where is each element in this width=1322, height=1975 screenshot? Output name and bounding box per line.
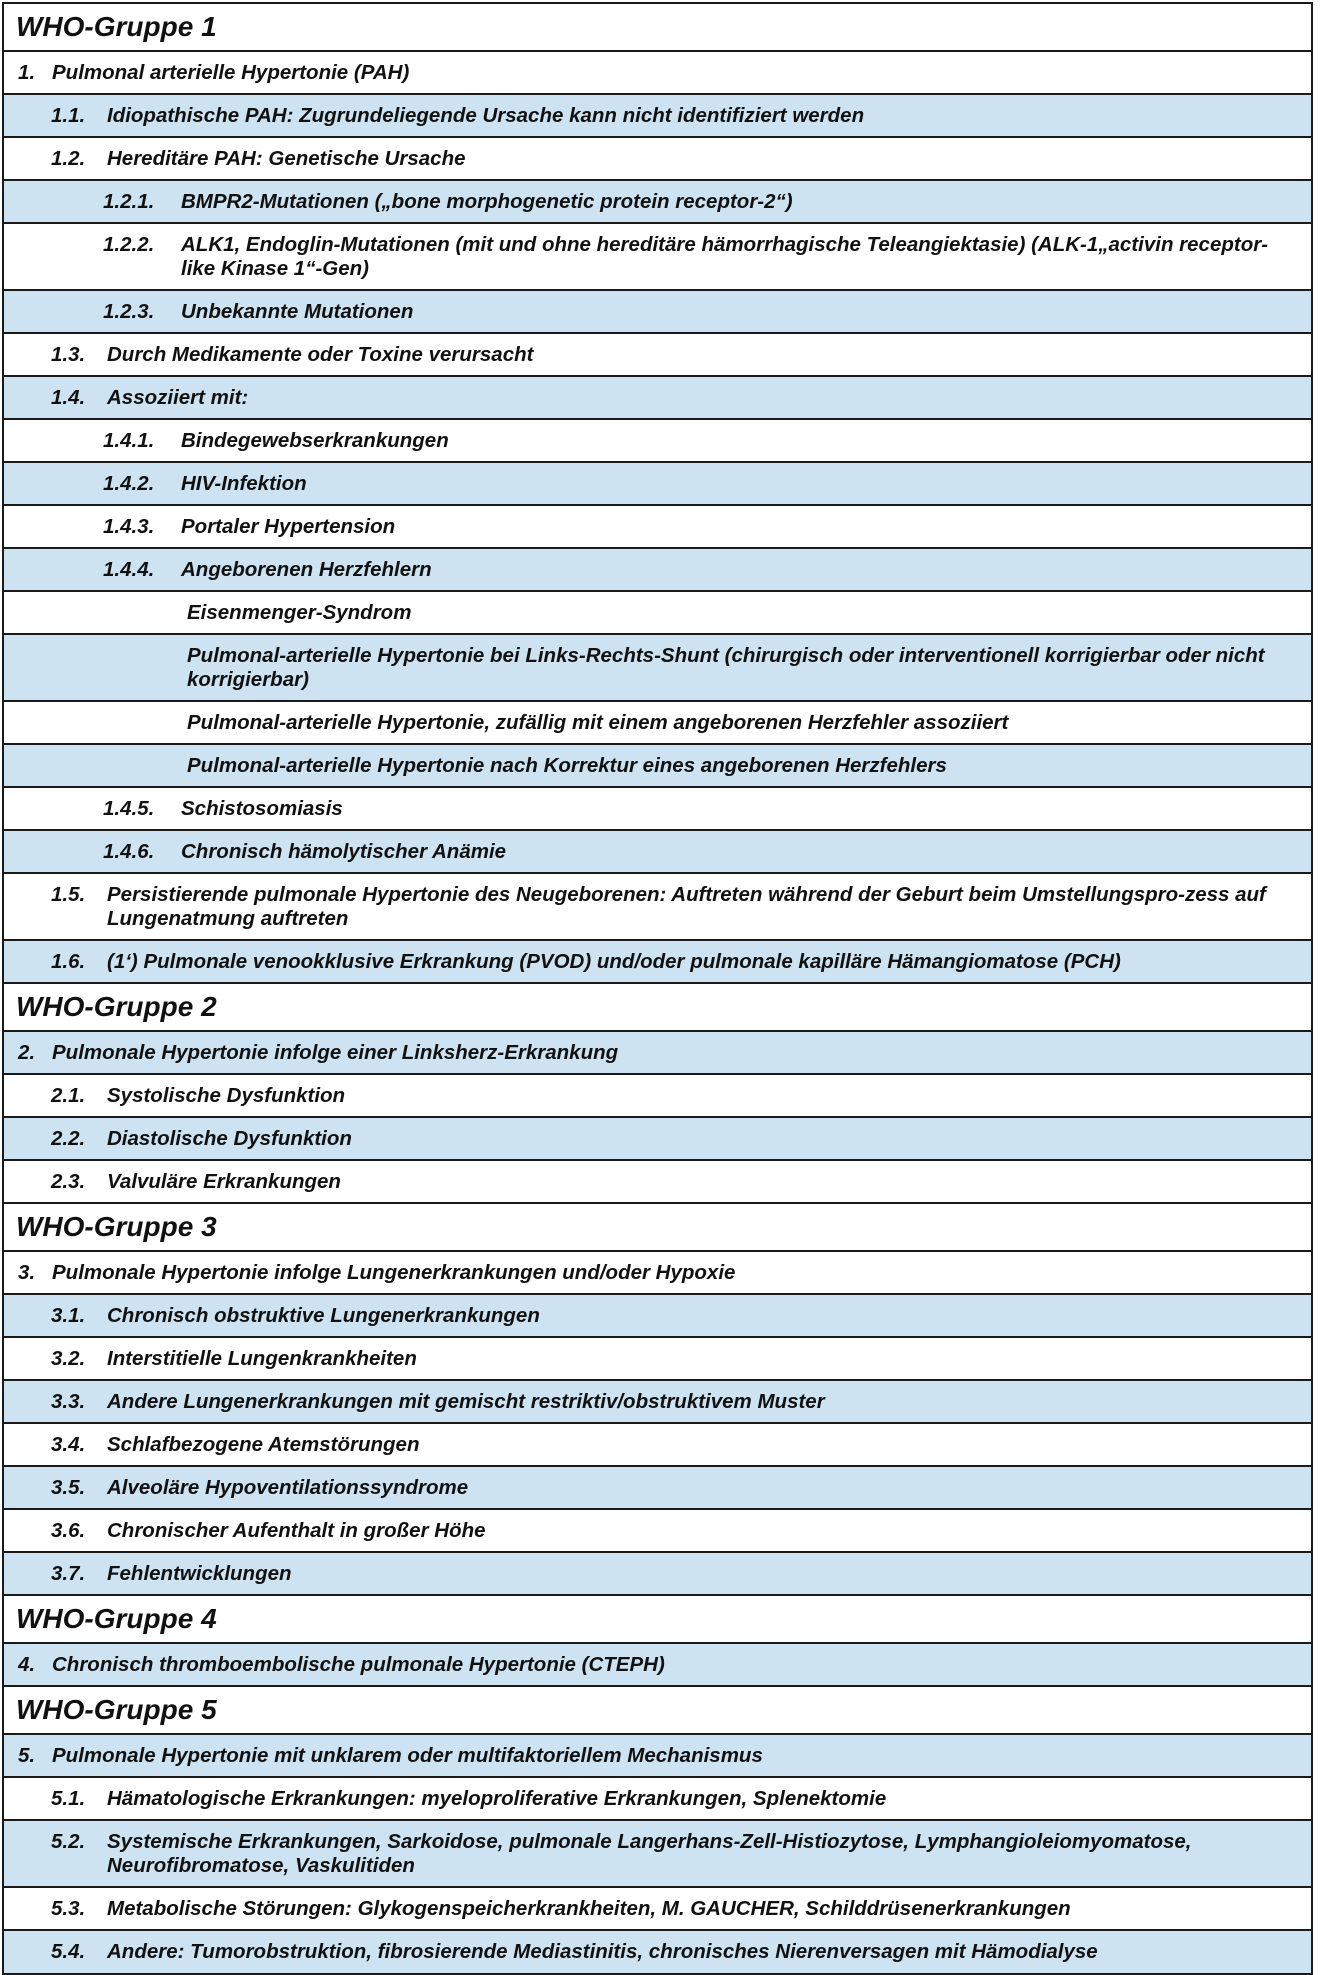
group-heading-row [4,1687,1311,1735]
item-number: 1.3. [51,343,86,366]
item-text: Pulmonal arterielle Hypertonie (PAH) [52,61,410,84]
table-row [4,1888,1311,1931]
table-row [4,874,1311,941]
item-number: 5.2. [51,1830,86,1853]
table-row [4,745,1311,788]
classification-table [2,2,1313,1975]
group-title: WHO-Gruppe 4 [16,1603,217,1634]
group-title: WHO-Gruppe 2 [16,991,217,1022]
item-text: HIV-Infektion [181,472,307,495]
item-number: 3.6. [51,1519,86,1542]
item-text: Pulmonale Hypertonie infolge einer Linksherz-Erkrankung [52,1041,619,1064]
item-text: Chronisch thromboembolische pulmonale Hypertonie (CTEPH) [52,1653,665,1676]
table-row [4,1032,1311,1075]
item-number: 5. [18,1744,36,1767]
item-text: Valvuläre Erkrankungen [107,1170,341,1193]
item-number: 1.5. [51,883,86,906]
item-text: Metabolische Störungen: Glykogenspeicherkrankheiten, M. GAUCHER, Schilddrüsenerkrankungen [107,1897,1071,1920]
item-text: Eisenmenger-Syndrom [187,601,412,624]
item-text: Schlafbezogene Atemstörungen [107,1433,420,1456]
table-row [4,702,1311,745]
table-row [4,138,1311,181]
item-text: Hereditäre PAH: Genetische Ursache [107,147,466,170]
table-row [4,635,1311,702]
item-text: ALK1, Endoglin-Mutationen (mit und ohne hereditäre hämorrhagische Teleangiektasie) (ALK-1„activin receptor-like Kinase 1“-Gen) [181,233,1269,280]
item-number: 1.2. [51,147,86,170]
table-row [4,377,1311,420]
table-row [4,1467,1311,1510]
group-title: WHO-Gruppe 3 [16,1211,217,1242]
table-row [4,549,1311,592]
group-heading-row [4,1596,1311,1644]
group-heading-row [4,1204,1311,1252]
item-text: (1‘) Pulmonale venookklusive Erkrankung (PVOD) und/oder pulmonale kapilläre Hämangiomatose (PCH) [107,950,1121,973]
item-text: BMPR2-Mutationen („bone morphogenetic protein receptor-2“) [181,190,793,213]
table-row [4,788,1311,831]
table-row [4,1510,1311,1553]
item-number: 1.4.6. [103,840,155,863]
item-number: 3.2. [51,1347,86,1370]
item-text: Interstitielle Lungenkrankheiten [107,1347,417,1370]
item-text: Pulmonal-arterielle Hypertonie, zufällig mit einem angeborenen Herzfehler assoziiert [187,711,1009,734]
item-number: 2. [18,1041,36,1064]
item-number: 1.4.3. [103,515,155,538]
item-text: Systolische Dysfunktion [107,1084,346,1107]
item-number: 4. [18,1653,36,1676]
item-number: 1.2.2. [103,233,155,256]
item-text: Angeborenen Herzfehlern [181,558,432,581]
item-text: Portaler Hypertension [181,515,396,538]
table-row [4,291,1311,334]
item-number: 3.7. [51,1562,86,1585]
group-heading-row [4,4,1311,52]
item-number: 1.4. [51,386,86,409]
table-row [4,592,1311,635]
item-number: 3. [18,1261,36,1284]
table-row [4,1295,1311,1338]
item-number: 1.4.2. [103,472,155,495]
table-row [4,463,1311,506]
item-number: 2.2. [51,1127,86,1150]
group-heading-row [4,984,1311,1032]
item-number: 1.4.4. [103,558,155,581]
item-text: Idiopathische PAH: Zugrundeliegende Ursache kann nicht identifiziert werden [107,104,865,127]
item-text: Assoziiert mit: [107,386,249,409]
item-number: 5.1. [51,1787,86,1810]
item-number: 2.1. [51,1084,86,1107]
item-text: Andere: Tumorobstruktion, fibrosierende Mediastinitis, chronisches Nierenversagen mit Hämodialyse [107,1940,1098,1963]
item-number: 1.4.5. [103,797,155,820]
item-number: 1.2.1. [103,190,155,213]
item-text: Unbekannte Mutationen [181,300,414,323]
item-text: Persistierende pulmonale Hypertonie des Neugeborenen: Auftreten während der Geburt beim Umstellungspro-zess auf Lungenatmung auftreten [107,883,1266,930]
table-row [4,334,1311,377]
table-row [4,1252,1311,1295]
table-row [4,1161,1311,1204]
table-row [4,52,1311,95]
table-row [4,1424,1311,1467]
table-row [4,224,1311,291]
item-text: Fehlentwicklungen [107,1562,292,1585]
table-row [4,1381,1311,1424]
item-text: Chronisch hämolytischer Anämie [181,840,507,863]
table-row [4,1553,1311,1596]
table-row [4,1778,1311,1821]
item-number: 2.3. [51,1170,86,1193]
item-number: 5.3. [51,1897,86,1920]
table-row [4,181,1311,224]
table-row [4,1075,1311,1118]
item-number: 1.1. [51,104,86,127]
item-number: 3.4. [51,1433,86,1456]
table-row [4,1118,1311,1161]
group-title: WHO-Gruppe 5 [16,1694,217,1725]
item-text: Bindegewebserkrankungen [181,429,449,452]
item-text: Chronisch obstruktive Lungenerkrankungen [107,1304,540,1327]
item-text: Pulmonale Hypertonie mit unklarem oder multifaktoriellem Mechanismus [52,1744,763,1767]
item-text: Hämatologische Erkrankungen: myeloproliferative Erkrankungen, Splenektomie [107,1787,887,1810]
item-number: 1. [18,61,36,84]
item-number: 3.5. [51,1476,86,1499]
item-text: Alveoläre Hypoventilationssyndrome [107,1476,469,1499]
table-row [4,1931,1311,1973]
table-row [4,831,1311,874]
table-row [4,420,1311,463]
item-number: 3.1. [51,1304,86,1327]
table-row [4,95,1311,138]
item-text: Pulmonale Hypertonie infolge Lungenerkrankungen und/oder Hypoxie [52,1261,736,1284]
item-text: Pulmonal-arterielle Hypertonie bei Links-Rechts-Shunt (chirurgisch oder interventionell korrigierbar oder nicht korrigierbar) [187,644,1265,691]
item-text: Chronischer Aufenthalt in großer Höhe [107,1519,486,1542]
table-row [4,1821,1311,1888]
item-number: 5.4. [51,1940,86,1963]
item-number: 1.4.1. [103,429,155,452]
item-text: Diastolische Dysfunktion [107,1127,352,1150]
table-row [4,1338,1311,1381]
group-title: WHO-Gruppe 1 [16,11,217,42]
table-row [4,941,1311,984]
item-number: 3.3. [51,1390,86,1413]
item-text: Schistosomiasis [181,797,343,820]
item-number: 1.6. [51,950,86,973]
item-text: Durch Medikamente oder Toxine verursacht [107,343,534,366]
table-row [4,506,1311,549]
item-text: Systemische Erkrankungen, Sarkoidose, pulmonale Langerhans-Zell-Histiozytose, Lymphangioleiomyomatose, Neurofibromatose, Vaskulitiden [107,1830,1192,1877]
item-number: 1.2.3. [103,300,155,323]
table-row [4,1735,1311,1778]
item-text: Andere Lungenerkrankungen mit gemischt restriktiv/obstruktivem Muster [107,1390,825,1413]
table-row [4,1644,1311,1687]
item-text: Pulmonal-arterielle Hypertonie nach Korrektur eines angeborenen Herzfehlers [187,754,947,777]
